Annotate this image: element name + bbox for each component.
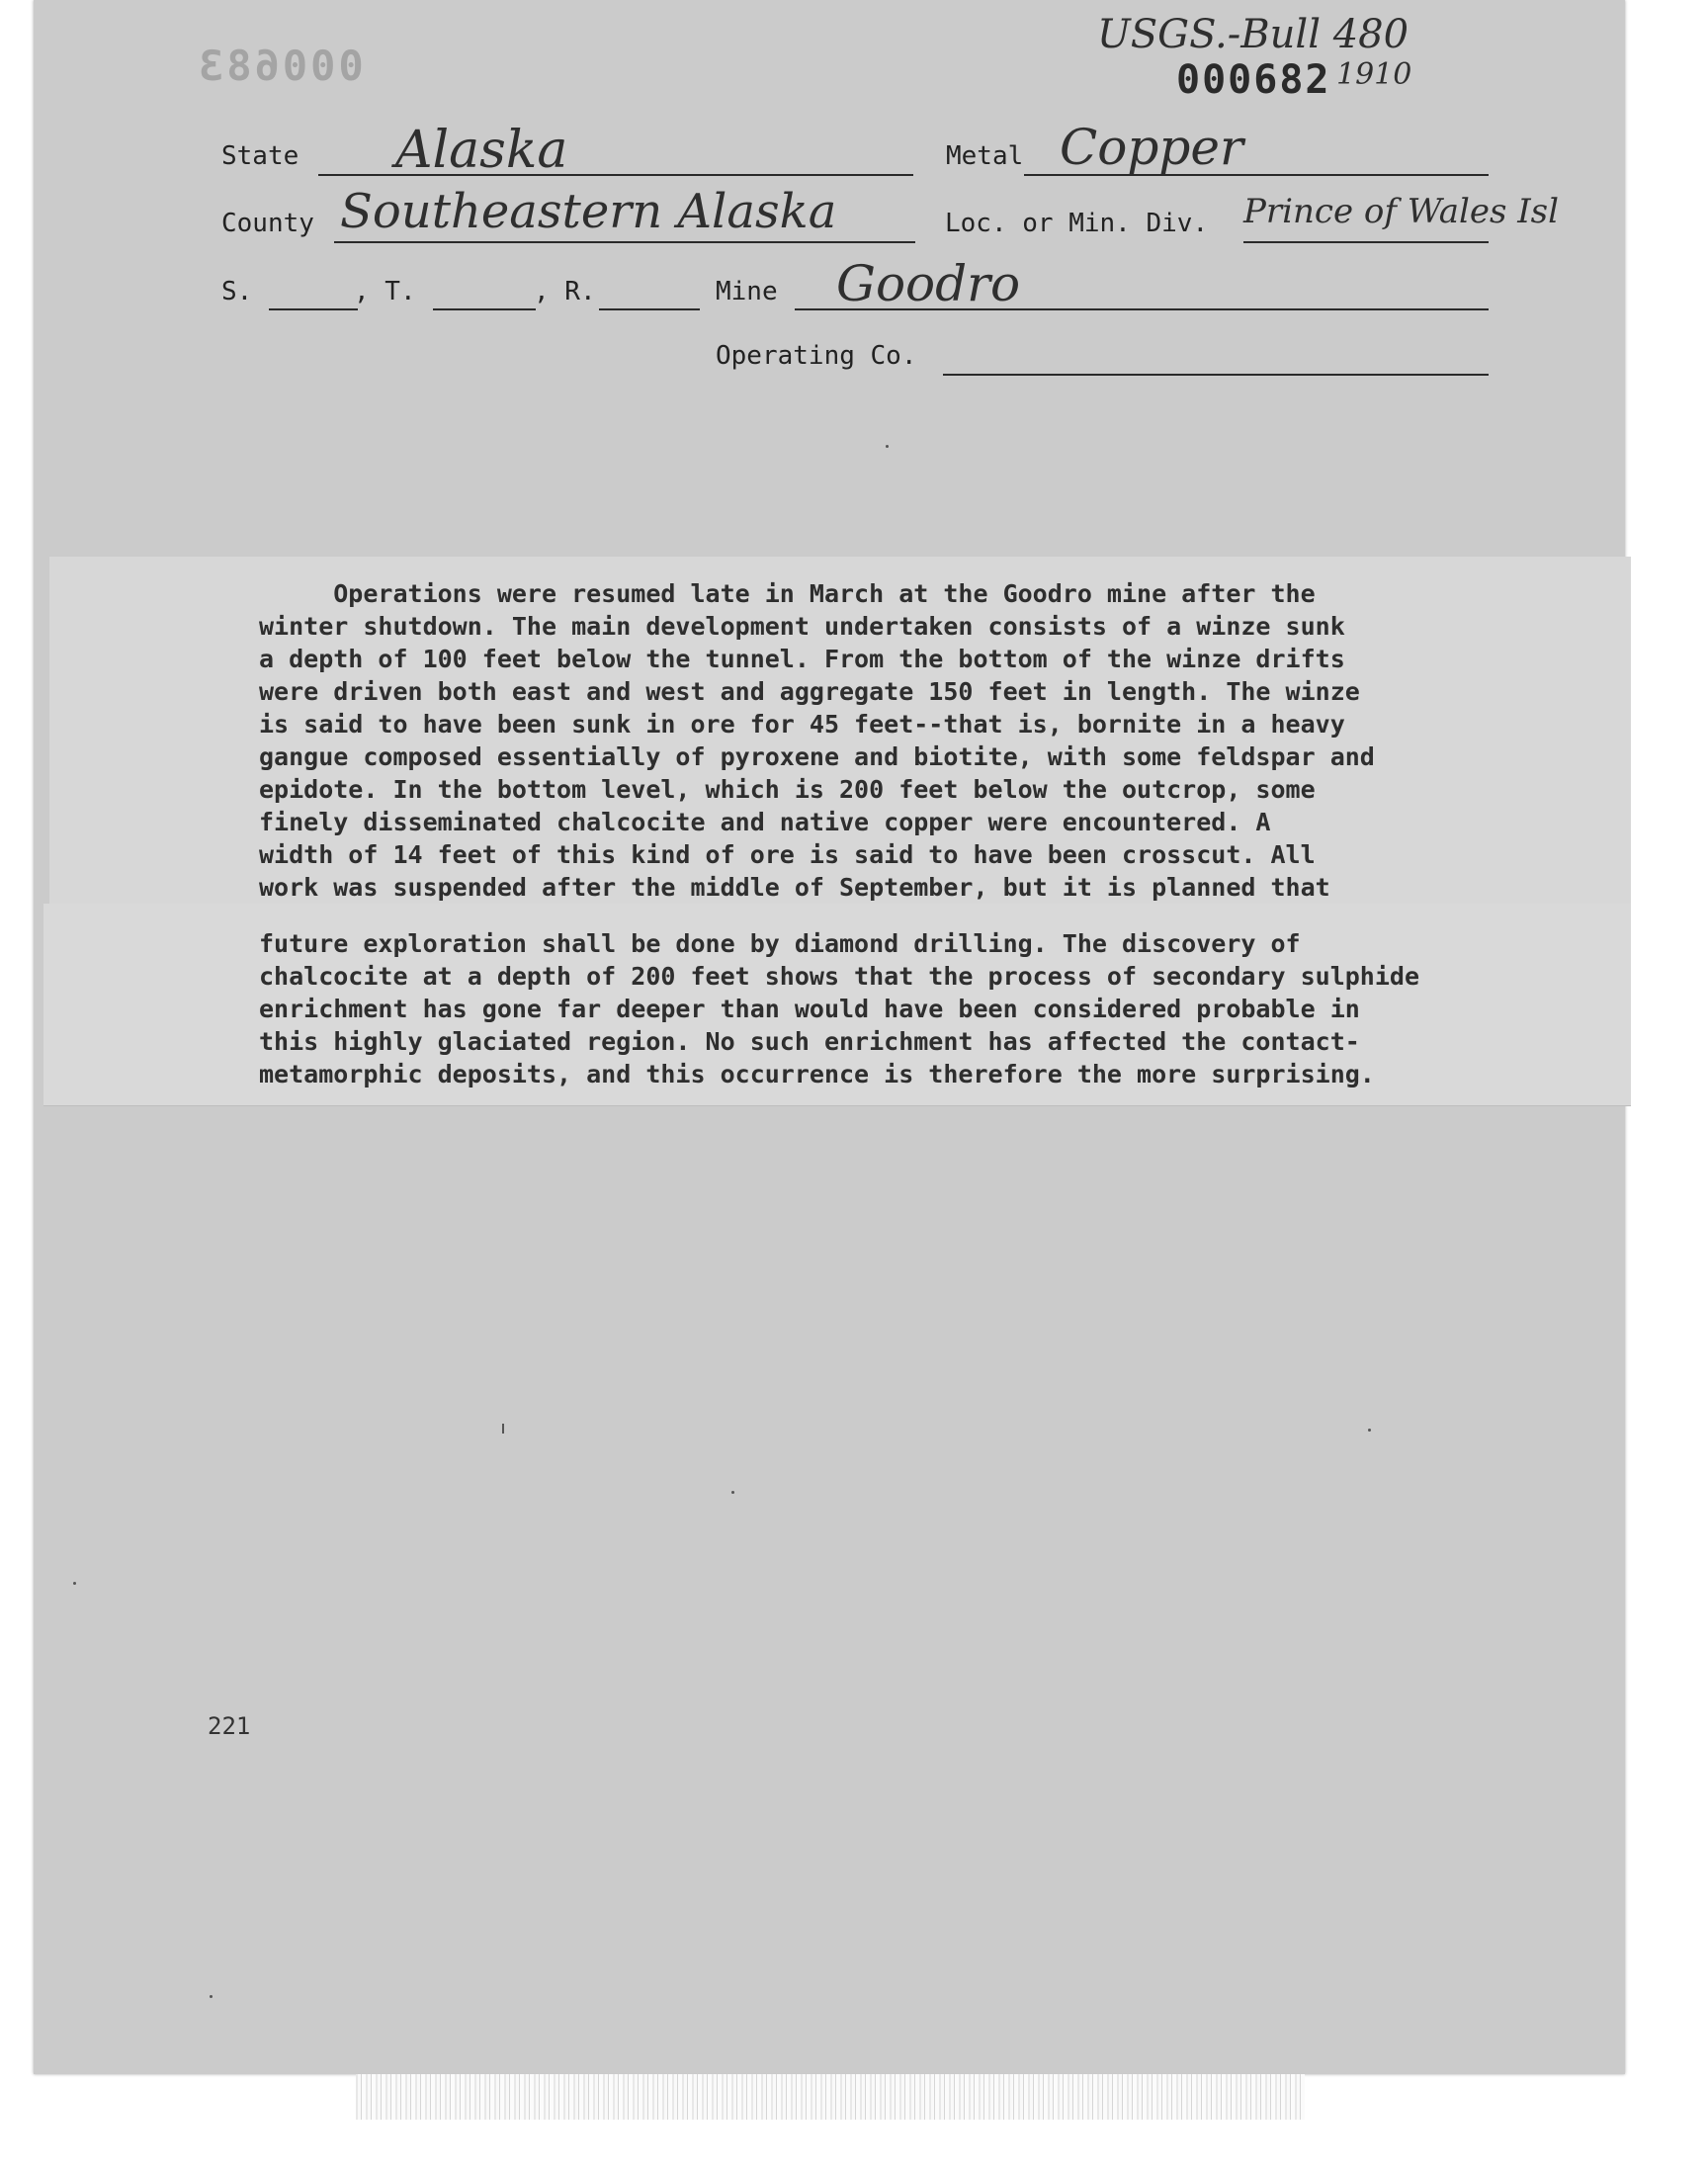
text-line: gangue composed essentially of pyroxene and biotite, with some feldspar and [259, 742, 1375, 771]
metal-label: Metal [946, 141, 1024, 171]
scan-speck [502, 1424, 504, 1434]
loc-line [1243, 241, 1489, 243]
text-line: work was suspended after the middle of September, but it is planned that [259, 873, 1330, 902]
range-label: , R. [534, 277, 596, 306]
text-line: metamorphic deposits, and this occurrence is therefore the more surprising. [259, 1060, 1375, 1088]
text-line: a depth of 100 feet below the tunnel. From the bottom of the winze drifts [259, 645, 1345, 673]
township-label: , T. [354, 277, 416, 306]
scan-speck [886, 445, 889, 448]
mine-value: Goodro [836, 255, 1021, 312]
state-label: State [221, 141, 299, 171]
mine-label: Mine [716, 277, 778, 306]
text-line: were driven both east and west and aggregate 150 feet in length. The winze [259, 677, 1360, 706]
township-line [433, 308, 536, 310]
document-number: 000682 [1176, 57, 1331, 103]
county-label: County [221, 209, 314, 238]
loc-value: Prince of Wales Isl [1243, 192, 1559, 231]
text-line: finely disseminated chalcocite and native copper were encountered. A [259, 808, 1271, 836]
county-line [334, 241, 915, 243]
scan-speck [731, 1491, 734, 1494]
scan-speck [73, 1582, 76, 1585]
scan-artifact-strip [356, 2074, 1305, 2120]
section-line [269, 308, 358, 310]
state-value: Alaska [395, 121, 568, 180]
scan-speck [1368, 1429, 1371, 1432]
text-line: winter shutdown. The main development undertaken consists of a winze sunk [259, 612, 1345, 641]
handwritten-year: 1910 [1336, 57, 1412, 92]
text-line: this highly glaciated region. No such enrichment has affected the contact- [259, 1027, 1360, 1056]
operating-co-label: Operating Co. [716, 341, 917, 371]
range-line [599, 308, 700, 310]
text-line: width of 14 feet of this kind of ore is said to have been crosscut. All [259, 840, 1316, 869]
mirrored-stamp-number: 000683 [196, 42, 364, 90]
text-line: epidote. In the bottom level, which is 200 feet below the outcrop, some [259, 775, 1316, 804]
scan-speck [210, 1995, 213, 1998]
page-number: 221 [208, 1712, 251, 1740]
text-line: Operations were resumed late in March at the Goodro mine after the [259, 579, 1316, 608]
county-value: Southeastern Alaska [340, 184, 837, 239]
body-paragraph-1 [259, 577, 1544, 904]
text-line: is said to have been sunk in ore for 45 feet--that is, bornite in a heavy [259, 710, 1345, 739]
operating-co-line [943, 374, 1489, 376]
text-line: enrichment has gone far deeper than would have been considered probable in [259, 995, 1360, 1023]
loc-label: Loc. or Min. Div. [945, 209, 1209, 238]
metal-value: Copper [1060, 119, 1243, 176]
body-paragraph-2 [259, 927, 1544, 1090]
handwritten-reference: USGS.-Bull 480 [1097, 12, 1409, 57]
text-line: chalcocite at a depth of 200 feet shows that the process of secondary sulphide [259, 962, 1419, 991]
text-line: future exploration shall be done by diamond drilling. The discovery of [259, 929, 1301, 958]
section-label: S. [221, 277, 253, 306]
